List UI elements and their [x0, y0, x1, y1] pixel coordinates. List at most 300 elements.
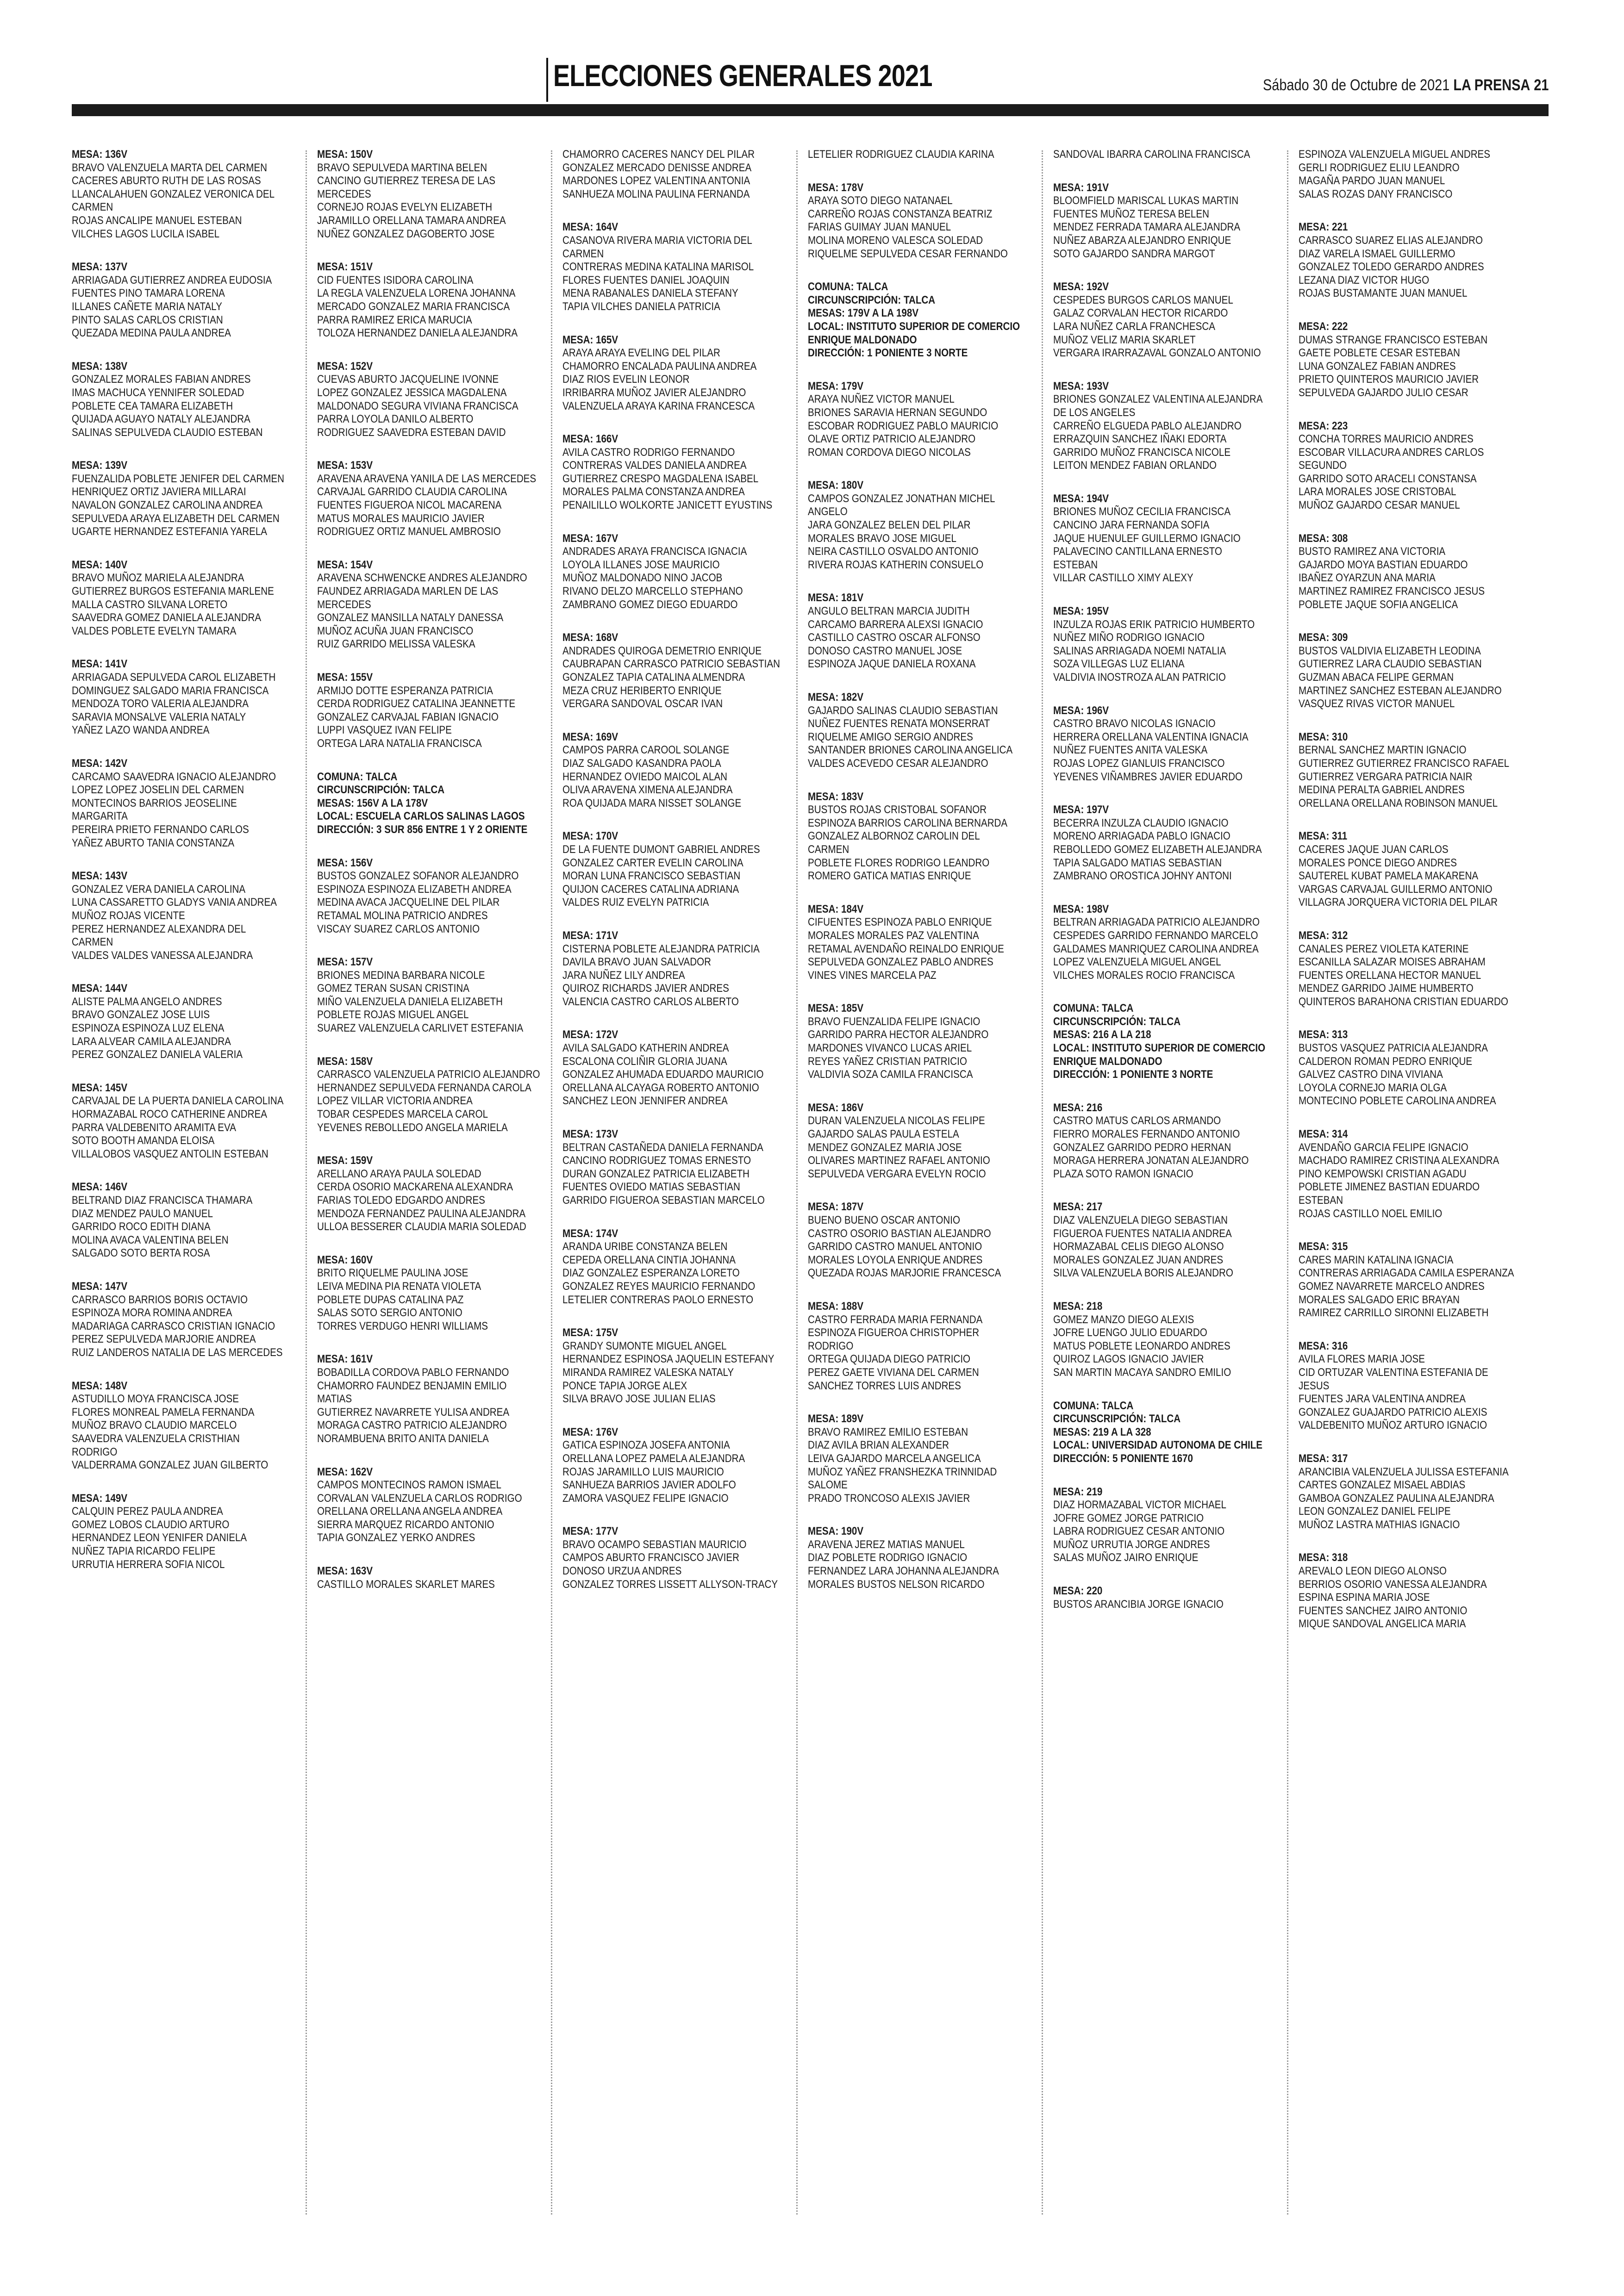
member-name: GARRIDO FIGUEROA SEBASTIAN MARCELO [562, 1194, 765, 1207]
mesa-block [317, 559, 539, 651]
mesa-block [1053, 181, 1275, 261]
member-name: CONCHA TORRES MAURICIO ANDRES [1299, 433, 1474, 446]
member-name: ESPINOZA ESPINOZA LUZ ELENA [72, 1022, 225, 1035]
member-name: ROMERO GATICA MATIAS ENRIQUE [808, 870, 971, 883]
member-name: MONTECINO POBLETE CAROLINA ANDREA [1299, 1095, 1496, 1108]
member-name: SANTANDER BRIONES CAROLINA ANGELICA [808, 744, 1013, 757]
member-name: CALDERON ROMAN PEDRO ENRIQUE [1299, 1055, 1473, 1068]
member-name: SEPULVEDA ARAYA ELIZABETH DEL CARMEN [72, 512, 280, 525]
member-name: DIAZ VARELA ISMAEL GUILLERMO [1299, 247, 1455, 260]
member-name: FUENZALIDA POBLETE JENIFER DEL CARMEN [72, 472, 284, 485]
member-name: TAPIA VILCHES DANIELA PATRICIA [562, 300, 720, 313]
member-name: GOMEZ LOBOS CLAUDIO ARTURO [72, 1518, 230, 1531]
member-name: HERRERA ORELLANA VALENTINA IGNACIA [1053, 730, 1249, 743]
member-name: BELTRAND DIAZ FRANCISCA THAMARA [72, 1194, 253, 1207]
member-name: NUÑEZ GONZALEZ DAGOBERTO JOSE [317, 227, 495, 240]
block-heading: MESA: 160V [317, 1253, 373, 1266]
member-name: ERRAZQUIN SANCHEZ IÑAKI EDORTA [1053, 433, 1227, 446]
block-heading: MESA: 198V [1053, 902, 1109, 915]
member-name: ESPINOZA BARRIOS CAROLINA BERNARDA [808, 816, 1008, 829]
polling-location-block [1053, 1002, 1275, 1082]
member-name: SILVA VALENZUELA BORIS ALEJANDRO [1053, 1267, 1233, 1280]
mesa-block [1053, 1300, 1275, 1380]
mesa-block [1053, 148, 1275, 162]
mesa-block [562, 334, 785, 413]
member-name: CAMPOS GONZALEZ JONATHAN MICHEL [808, 492, 995, 505]
member-name: GONZALEZ MANSILLA NATALY DANESSA [317, 611, 504, 624]
member-name: LOPEZ VALENZUELA MIGUEL ANGEL [1053, 956, 1221, 969]
block-heading: LOCAL: INSTITUTO SUPERIOR DE COMERCIO [808, 320, 1020, 333]
member-name: HENRIQUEZ ORTIZ JAVIERA MILLARAI [72, 485, 246, 498]
member-name: GARRIDO CASTRO MANUEL ANTONIO [808, 1240, 982, 1253]
member-name: LEIVA GAJARDO MARCELA ANGELICA [808, 1452, 981, 1465]
block-heading: MESA: 309 [1299, 631, 1348, 644]
member-name: BRAVO FUENZALIDA FELIPE IGNACIO [808, 1015, 981, 1028]
block-heading: MESA: 182V [808, 691, 864, 703]
block-heading: MESA: 163V [317, 1565, 373, 1578]
member-name: SANCHEZ TORRES LUIS ANDRES [808, 1379, 961, 1392]
member-name: ESTEBAN [1053, 558, 1098, 571]
member-name: GALAZ CORVALAN HECTOR RICARDO [1053, 307, 1228, 320]
block-heading: MESAS: 219 A LA 328 [1053, 1425, 1151, 1438]
member-name: RUIZ GARRIDO MELISSA VALESKA [317, 638, 475, 651]
block-heading: MESA: 315 [1299, 1240, 1348, 1253]
block-heading: MESA: 175V [562, 1326, 618, 1339]
member-name: LLANCALAHUEN GONZALEZ VERONICA DEL [72, 187, 275, 200]
block-heading: MESA: 222 [1299, 320, 1348, 333]
column-divider [1287, 150, 1288, 2215]
member-name: RODRIGO [808, 1339, 854, 1352]
member-name: CARTES GONZALEZ MISAEL ABDIAS [1299, 1479, 1466, 1492]
block-heading: MESA: 178V [808, 181, 864, 194]
member-name: NUÑEZ FUENTES ANITA VALESKA [1053, 744, 1208, 757]
member-name: VALDES RUIZ EVELYN PATRICIA [562, 896, 709, 909]
member-name: ROJAS LOPEZ GIANLUIS FRANCISCO [1053, 757, 1225, 770]
member-name: RIQUELME AMIGO SERGIO ANDRES [808, 730, 973, 743]
member-name: DIAZ RIOS EVELIN LEONOR [562, 373, 690, 386]
member-name: ASTUDILLO MOYA FRANCISCA JOSE [72, 1393, 239, 1406]
member-name: CASTRO BRAVO NICOLAS IGNACIO [1053, 717, 1216, 730]
member-name: MATIAS [317, 1393, 352, 1406]
block-heading: MESA: 149V [72, 1492, 128, 1505]
member-name: NUÑEZ FUENTES RENATA MONSERRAT [808, 717, 990, 730]
member-name: GOMEZ TERAN SUSAN CRISTINA [317, 982, 469, 995]
block-heading: MESA: 161V [317, 1353, 373, 1366]
block-heading: CIRCUNSCRIPCIÓN: TALCA [317, 784, 445, 796]
mesa-block [808, 1412, 1030, 1505]
member-name: DONOSO CASTRO MANUEL JOSE [808, 644, 962, 657]
member-name: LEITON MENDEZ FABIAN ORLANDO [1053, 459, 1217, 472]
member-name: BECERRA INZULZA CLAUDIO IGNACIO [1053, 816, 1229, 829]
block-heading: MESA: 157V [317, 956, 373, 969]
member-name: RETAMAL AVENDAÑO REINALDO ENRIQUE [808, 942, 1004, 955]
member-name: CACERES ABURTO RUTH DE LAS ROSAS [72, 174, 261, 187]
block-heading: ENRIQUE MALDONADO [808, 333, 917, 346]
block-heading: MESA: 159V [317, 1154, 373, 1167]
mesa-block [1299, 148, 1521, 201]
member-name: CARRASCO BARRIOS BORIS OCTAVIO [72, 1293, 248, 1306]
member-name: TORRES VERDUGO HENRI WILLIAMS [317, 1319, 488, 1332]
mesa-block [1053, 704, 1275, 784]
member-name: VILCHES LAGOS LUCILA ISABEL [72, 227, 220, 240]
member-name: FARIAS GUIMAY JUAN MANUEL [808, 221, 951, 234]
member-name: ESCANILLA SALAZAR MOISES ABRAHAM [1299, 956, 1486, 969]
member-name: SAAVEDRA GOMEZ DANIELA ALEJANDRA [72, 611, 262, 624]
member-name: BUSTO RAMIREZ ANA VICTORIA [1299, 545, 1446, 558]
mesa-block [1053, 903, 1275, 983]
column-divider [1042, 150, 1043, 2215]
member-name: DIAZ VALENZUELA DIEGO SEBASTIAN [1053, 1214, 1228, 1226]
member-name: DE LA FUENTE DUMONT GABRIEL ANDRES [562, 843, 760, 856]
member-name: VISCAY SUAREZ CARLOS ANTONIO [317, 922, 480, 935]
mesa-block [562, 433, 785, 512]
member-name: VILLALOBOS VASQUEZ ANTOLIN ESTEBAN [72, 1147, 269, 1160]
member-name: CEPEDA ORELLANA CINTIA JOHANNA [562, 1253, 736, 1266]
block-heading: MESA: 316 [1299, 1339, 1348, 1352]
block-heading: MESA: 223 [1299, 419, 1348, 432]
member-name: PINTO SALAS CARLOS CRISTIAN [72, 313, 223, 326]
block-heading: MESA: 192V [1053, 280, 1109, 293]
polling-location-block [1053, 1400, 1275, 1466]
member-name: MARTINEZ SANCHEZ ESTEBAN ALEJANDRO [1299, 684, 1502, 697]
member-name: PRIETO QUINTEROS MAURICIO JAVIER [1299, 373, 1479, 386]
member-name: MONTECINOS BARRIOS JEOSELINE [72, 796, 237, 809]
member-name: ARAYA SOTO DIEGO NATANAEL [808, 194, 953, 207]
member-name: FUENTES MUÑOZ TERESA BELEN [1053, 207, 1209, 220]
block-heading: MESA: 218 [1053, 1300, 1103, 1313]
mesa-block [808, 1201, 1030, 1280]
member-name: IRRIBARRA MUÑOZ JAVIER ALEJANDRO [562, 386, 746, 399]
member-name: ZAMBRANO GOMEZ DIEGO EDUARDO [562, 598, 738, 611]
member-name: CANCINO GUTIERREZ TERESA DE LAS [317, 174, 496, 187]
mesa-block [1299, 731, 1521, 810]
member-name: VALENZUELA ARAYA KARINA FRANCESCA [562, 399, 755, 412]
block-heading: MESA: 220 [1053, 1585, 1103, 1598]
page-header [72, 58, 1549, 118]
member-name: CORVALAN VALENZUELA CARLOS RODRIGO [317, 1492, 522, 1505]
member-name: MERCEDES [317, 187, 371, 200]
mesa-block [72, 1181, 294, 1260]
mesa-block [808, 790, 1030, 883]
member-name: BRAVO RAMIREZ EMILIO ESTEBAN [808, 1425, 968, 1438]
member-name: QUIROZ LAGOS IGNACIO JAVIER [1053, 1353, 1204, 1366]
block-heading: MESA: 194V [1053, 492, 1109, 505]
block-heading: MESAS: 216 A LA 218 [1053, 1028, 1151, 1041]
member-name: CASTRO OSORIO BASTIAN ALEJANDRO [808, 1227, 991, 1240]
member-name: TOLOZA HERNANDEZ DANIELA ALEJANDRA [317, 327, 518, 340]
block-heading: MESA: 147V [72, 1280, 128, 1293]
member-name: PENAILILLO WOLKORTE JANICETT EYUSTINS [562, 499, 773, 512]
member-name: VALDIVIA SOZA CAMILA FRANCISCA [808, 1068, 973, 1081]
member-name: PARRA VALDEBENITO ARAMITA EVA [72, 1121, 236, 1134]
member-name: SALINAS ARRIAGADA NOEMI NATALIA [1053, 644, 1226, 657]
mesa-block [808, 479, 1030, 572]
member-name: MARGARITA [72, 810, 128, 823]
member-name: DIAZ HORMAZABAL VICTOR MICHAEL [1053, 1499, 1226, 1512]
block-heading: MESA: 150V [317, 148, 373, 161]
member-name: LA REGLA VALENZUELA LORENA JOHANNA [317, 287, 516, 300]
member-name: POBLETE CEA TAMARA ELIZABETH [72, 399, 233, 412]
member-name: MEZA CRUZ HERIBERTO ENRIQUE [562, 684, 722, 697]
member-name: CARMEN [808, 843, 849, 856]
block-heading: COMUNA: TALCA [317, 770, 398, 783]
block-heading: DIRECCIÓN: 5 PONIENTE 1670 [1053, 1452, 1193, 1465]
member-name: ESPINOZA ESPINOZA ELIZABETH ANDREA [317, 883, 512, 896]
mesa-block [1299, 1452, 1521, 1532]
member-name: MUÑOZ VELIZ MARIA SKARLET [1053, 333, 1196, 346]
member-name: LABRA RODRIGUEZ CESAR ANTONIO [1053, 1525, 1225, 1538]
member-name: JARA NUÑEZ LILY ANDREA [562, 969, 685, 982]
member-name: BRAVO SEPULVEDA MARTINA BELEN [317, 161, 487, 174]
member-name: SEGUNDO [1299, 459, 1347, 472]
block-heading: MESA: 145V [72, 1081, 128, 1094]
block-heading: MESA: 186V [808, 1101, 864, 1114]
mesa-block [1299, 1240, 1521, 1320]
member-name: PONCE TAPIA JORGE ALEX [562, 1379, 687, 1392]
member-name: SEPULVEDA VERGARA EVELYN ROCIO [808, 1167, 986, 1180]
block-heading: MESA: 189V [808, 1412, 864, 1425]
member-name: ORTEGA LARA NATALIA FRANCISCA [317, 737, 482, 750]
member-name: VALDES VALDES VANESSA ALEJANDRA [72, 949, 253, 962]
member-name: MACHADO RAMIREZ CRISTINA ALEXANDRA [1299, 1154, 1499, 1167]
member-name: MORALES BRAVO JOSE MIGUEL [808, 532, 956, 545]
member-name: ARAVENA ARAVENA YANILA DE LAS MERCEDES [317, 472, 537, 485]
member-name: GONZALEZ GARRIDO PEDRO HERNAN [1053, 1141, 1231, 1154]
member-name: GAJARDO MOYA BASTIAN EDUARDO [1299, 558, 1468, 571]
member-name: BRITO RIQUELME PAULINA JOSE [317, 1267, 468, 1280]
member-name: SEPULVEDA GAJARDO JULIO CESAR [1299, 386, 1468, 399]
member-name: GONZALEZ TOLEDO GERARDO ANDRES [1299, 261, 1484, 274]
block-heading: MESA: 312 [1299, 929, 1348, 942]
block-heading: MESA: 195V [1053, 605, 1109, 618]
block-heading: MESA: 197V [1053, 803, 1109, 816]
mesa-block [808, 1002, 1030, 1082]
member-name: CASTRO MATUS CARLOS ARMANDO [1053, 1114, 1221, 1127]
member-name: YAÑEZ ABURTO TANIA CONSTANZA [72, 836, 235, 849]
member-name: ARAVENA JEREZ MATIAS MANUEL [808, 1538, 965, 1551]
member-name: AVILA SALGADO KATHERIN ANDREA [562, 1042, 729, 1055]
member-name: CASTRO FERRADA MARIA FERNANDA [808, 1313, 983, 1326]
block-heading: MESA: 190V [808, 1525, 864, 1538]
member-name: ROMAN CORDOVA DIEGO NICOLAS [808, 446, 971, 459]
member-name: HERNANDEZ ESPINOSA JAQUELIN ESTEFANY [562, 1353, 775, 1366]
member-name: LOPEZ VILLAR VICTORIA ANDREA [317, 1095, 473, 1108]
member-name: ARAVENA SCHWENCKE ANDRES ALEJANDRO [317, 572, 527, 585]
mesa-block [1299, 1340, 1521, 1432]
member-name: BOBADILLA CORDOVA PABLO FERNANDO [317, 1366, 509, 1379]
member-name: RIQUELME SEPULVEDA CESAR FERNANDO [808, 247, 1008, 260]
member-name: VERGARA SANDOVAL OSCAR IVAN [562, 697, 723, 710]
mesa-block [1299, 830, 1521, 909]
member-name: POBLETE FLORES RODRIGO LEANDRO [808, 856, 990, 869]
block-heading: MESA: 180V [808, 479, 864, 492]
mesa-block [317, 671, 539, 751]
block-heading: MESA: 143V [72, 870, 128, 883]
member-name: AREVALO LEON DIEGO ALONSO [1299, 1565, 1447, 1578]
block-heading: MESA: 139V [72, 459, 128, 472]
mesa-block [72, 148, 294, 241]
member-name: JOFRE LUENGO JULIO EDUARDO [1053, 1326, 1207, 1339]
member-name: MUÑOZ BRAVO CLAUDIO MARCELO [72, 1419, 237, 1432]
member-name: BELTRAN CASTAÑEDA DANIELA FERNANDA [562, 1141, 763, 1154]
mesa-block [562, 631, 785, 711]
mesa-block [562, 148, 785, 201]
block-heading: MESA: 311 [1299, 830, 1348, 843]
mesa-block [1053, 1585, 1275, 1611]
member-name: GONZALEZ VERA DANIELA CAROLINA [72, 883, 246, 896]
member-name: ARANDA URIBE CONSTANZA BELEN [562, 1240, 728, 1253]
block-heading: MESA: 318 [1299, 1551, 1348, 1564]
member-name: ARRIAGADA GUTIERREZ ANDREA EUDOSIA [72, 274, 272, 286]
member-name: ESPINOZA FIGUEROA CHRISTOPHER [808, 1326, 980, 1339]
block-heading: MESA: 166V [562, 433, 618, 446]
member-name: CESPEDES BURGOS CARLOS MANUEL [1053, 293, 1233, 306]
member-name: VALDES ACEVEDO CESAR ALEJANDRO [808, 757, 988, 770]
member-name: BUSTOS VASQUEZ PATRICIA ALEJANDRA [1299, 1042, 1488, 1055]
mesa-block [317, 1565, 539, 1591]
member-name: VILLAGRA JORQUERA VICTORIA DEL PILAR [1299, 896, 1498, 909]
member-name: GARRIDO MUÑOZ FRANCISCA NICOLE [1053, 446, 1231, 459]
member-name: ROJAS BUSTAMANTE JUAN MANUEL [1299, 287, 1468, 300]
member-name: MARTINEZ RAMIREZ FRANCISCO JESUS [1299, 585, 1485, 598]
member-name: FLORES FUENTES DANIEL JOAQUIN [562, 274, 730, 286]
mesa-block [808, 691, 1030, 771]
block-heading: MESA: 187V [808, 1201, 864, 1213]
member-name: ESPINOZA VALENZUELA MIGUEL ANDRES [1299, 148, 1491, 161]
member-name: BERRIOS OSORIO VANESSA ALEJANDRA [1299, 1578, 1487, 1591]
block-heading: DIRECCIÓN: 1 PONIENTE 3 NORTE [808, 347, 968, 360]
member-name: ILLANES CAÑETE MARIA NATALY [72, 300, 222, 313]
member-name: JAQUE HUENULEF GUILLERMO IGNACIO [1053, 532, 1241, 545]
member-name: BUSTOS ARANCIBIA JORGE IGNACIO [1053, 1598, 1224, 1611]
member-name: PEREZ HERNANDEZ ALEXANDRA DEL [72, 922, 246, 935]
block-heading: ENRIQUE MALDONADO [1053, 1055, 1162, 1068]
member-name: SALAS MUÑOZ JAIRO ENRIQUE [1053, 1551, 1199, 1564]
block-heading: MESA: 317 [1299, 1452, 1348, 1465]
member-name: GONZALEZ CARTER EVELIN CAROLINA [562, 856, 743, 869]
block-heading: MESA: 158V [317, 1055, 373, 1068]
voter-list-columns [72, 148, 1549, 2226]
column-1 [72, 148, 294, 2221]
member-name: VILCHES MORALES ROCIO FRANCISCA [1053, 969, 1235, 982]
member-name: DURAN GONZALEZ PATRICIA ELIZABETH [562, 1167, 750, 1180]
mesa-block [72, 1492, 294, 1572]
member-name: BRIONES GONZALEZ VALENTINA ALEJANDRA [1053, 393, 1263, 406]
member-name: SOTO GAJARDO SANDRA MARGOT [1053, 247, 1215, 260]
block-heading: MESA: 168V [562, 631, 618, 644]
column-2 [317, 148, 539, 2221]
member-name: ANDRADES QUIROGA DEMETRIO ENRIQUE [562, 644, 762, 657]
member-name: CACERES JAQUE JUAN CARLOS [1299, 843, 1449, 856]
member-name: MENDEZ GARRIDO JAIME HUMBERTO [1299, 982, 1474, 995]
mesa-block [317, 1353, 539, 1445]
member-name: SIERRA MARQUEZ RICARDO ANTONIO [317, 1518, 494, 1531]
member-name: BRAVO VALENZUELA MARTA DEL CARMEN [72, 161, 268, 174]
member-name: GAMBOA GONZALEZ PAULINA ALEJANDRA [1299, 1492, 1494, 1505]
member-name: NUÑEZ MIÑO RODRIGO IGNACIO [1053, 631, 1205, 644]
newspaper-name: LA PRENSA [1453, 76, 1530, 94]
mesa-block [317, 1154, 539, 1234]
member-name: ANGELO [808, 505, 848, 518]
member-name: MERCEDES [317, 598, 371, 611]
member-name: NEIRA CASTILLO OSVALDO ANTONIO [808, 545, 979, 558]
member-name: LOPEZ LOPEZ JOSELIN DEL CARMEN [72, 784, 244, 796]
block-heading: MESA: 196V [1053, 704, 1109, 717]
member-name: FIERRO MORALES FERNANDO ANTONIO [1053, 1128, 1240, 1141]
block-heading: MESA: 140V [72, 558, 128, 571]
member-name: GONZALEZ AHUMADA EDUARDO MAURICIO [562, 1068, 764, 1081]
block-heading: MESA: 137V [72, 261, 128, 274]
member-name: FUENTES JARA VALENTINA ANDREA [1299, 1393, 1466, 1406]
member-name: MORAGA HERRERA JONATAN ALEJANDRO [1053, 1154, 1249, 1167]
member-name: YEVENES REBOLLEDO ANGELA MARIELA [317, 1121, 508, 1134]
member-name: FUENTES ORELLANA HECTOR MANUEL [1299, 969, 1481, 982]
member-name: INZULZA ROJAS ERIK PATRICIO HUMBERTO [1053, 618, 1255, 631]
member-name: MENDOZA FERNANDEZ PAULINA ALEJANDRA [317, 1207, 526, 1220]
mesa-block [808, 591, 1030, 671]
member-name: BLOOMFIELD MARISCAL LUKAS MARTIN [1053, 194, 1239, 207]
member-name: ZAMBRANO OROSTICA JOHNY ANTONI [1053, 870, 1232, 883]
member-name: PINO KEMPOWSKI CRISTIAN AGADU [1299, 1167, 1467, 1180]
member-name: ZAMORA VASQUEZ FELIPE IGNACIO [562, 1492, 729, 1505]
member-name: NORAMBUENA BRITO ANITA DANIELA [317, 1432, 489, 1445]
member-name: MORALES LOYOLA ENRIQUE ANDRES [808, 1253, 983, 1266]
block-heading: MESA: 310 [1299, 730, 1348, 743]
member-name: JOFRE GOMEZ JORGE PATRICIO [1053, 1512, 1204, 1524]
member-name: GONZALEZ CARVAJAL FABIAN IGNACIO [317, 710, 499, 723]
member-name: RETAMAL MOLINA PATRICIO ANDRES [317, 909, 488, 922]
mesa-block [808, 1525, 1030, 1591]
member-name: GUZMAN ABACA FELIPE GERMAN [1299, 671, 1454, 684]
member-name: FERNANDEZ LARA JOHANNA ALEJANDRA [808, 1565, 999, 1578]
member-name: POBLETE JAQUE SOFIA ANGELICA [1299, 598, 1458, 611]
member-name: MATUS POBLETE LEONARDO ANDRES [1053, 1339, 1230, 1352]
block-heading: MESA: 171V [562, 929, 618, 942]
mesa-block [72, 870, 294, 962]
title-rule [546, 58, 548, 102]
member-name: MORAGA CASTRO PATRICIO ALEJANDRO [317, 1419, 507, 1432]
member-name: FLORES MONREAL PAMELA FERNANDA [72, 1406, 255, 1419]
member-name: LEIVA MEDINA PIA RENATA VIOLETA [317, 1280, 481, 1293]
member-name: CARMEN [562, 247, 604, 260]
block-heading: LOCAL: UNIVERSIDAD AUTONOMA DE CHILE [1053, 1439, 1262, 1452]
member-name: ARELLANO ARAYA PAULA SOLEDAD [317, 1167, 481, 1180]
member-name: MIÑO VALENZUELA DANIELA ELIZABETH [317, 995, 503, 1008]
member-name: VILLAR CASTILLO XIMY ALEXY [1053, 572, 1193, 585]
block-heading: DIRECCIÓN: 3 SUR 856 ENTRE 1 Y 2 ORIENTE [317, 823, 528, 836]
member-name: GERLI RODRIGUEZ ELIU LEANDRO [1299, 161, 1460, 174]
member-name: POBLETE ROJAS MIGUEL ANGEL [317, 1008, 469, 1021]
member-name: PRADO TRONCOSO ALEXIS JAVIER [808, 1492, 970, 1505]
member-name: BUSTOS VALDIVIA ELIZABETH LEODINA [1299, 644, 1481, 657]
member-name: GONZALEZ ALBORNOZ CAROLIN DEL [808, 830, 980, 843]
member-name: PLAZA SOTO RAMON IGNACIO [1053, 1167, 1193, 1180]
member-name: RUIZ LANDEROS NATALIA DE LAS MERCEDES [72, 1346, 283, 1359]
column-5 [1053, 148, 1275, 2221]
block-heading: MESA: 173V [562, 1128, 618, 1141]
mesa-block [72, 261, 294, 340]
block-heading: CIRCUNSCRIPCIÓN: TALCA [1053, 1015, 1181, 1028]
member-name: POBLETE JIMENEZ BASTIAN EDUARDO [1299, 1181, 1480, 1194]
member-name: CARREÑO ROJAS CONSTANZA BEATRIZ [808, 207, 993, 220]
block-heading: MESAS: 179V A LA 198V [808, 307, 919, 320]
member-name: NUÑEZ ABARZA ALEJANDRO ENRIQUE [1053, 234, 1231, 247]
member-name: POBLETE DUPAS CATALINA PAZ [317, 1293, 464, 1306]
member-name: BUENO BUENO OSCAR ANTONIO [808, 1214, 960, 1226]
member-name: GOMEZ NAVARRETE MARCELO ANDRES [1299, 1280, 1485, 1293]
block-heading: MESA: 172V [562, 1028, 618, 1041]
mesa-block [317, 148, 539, 241]
